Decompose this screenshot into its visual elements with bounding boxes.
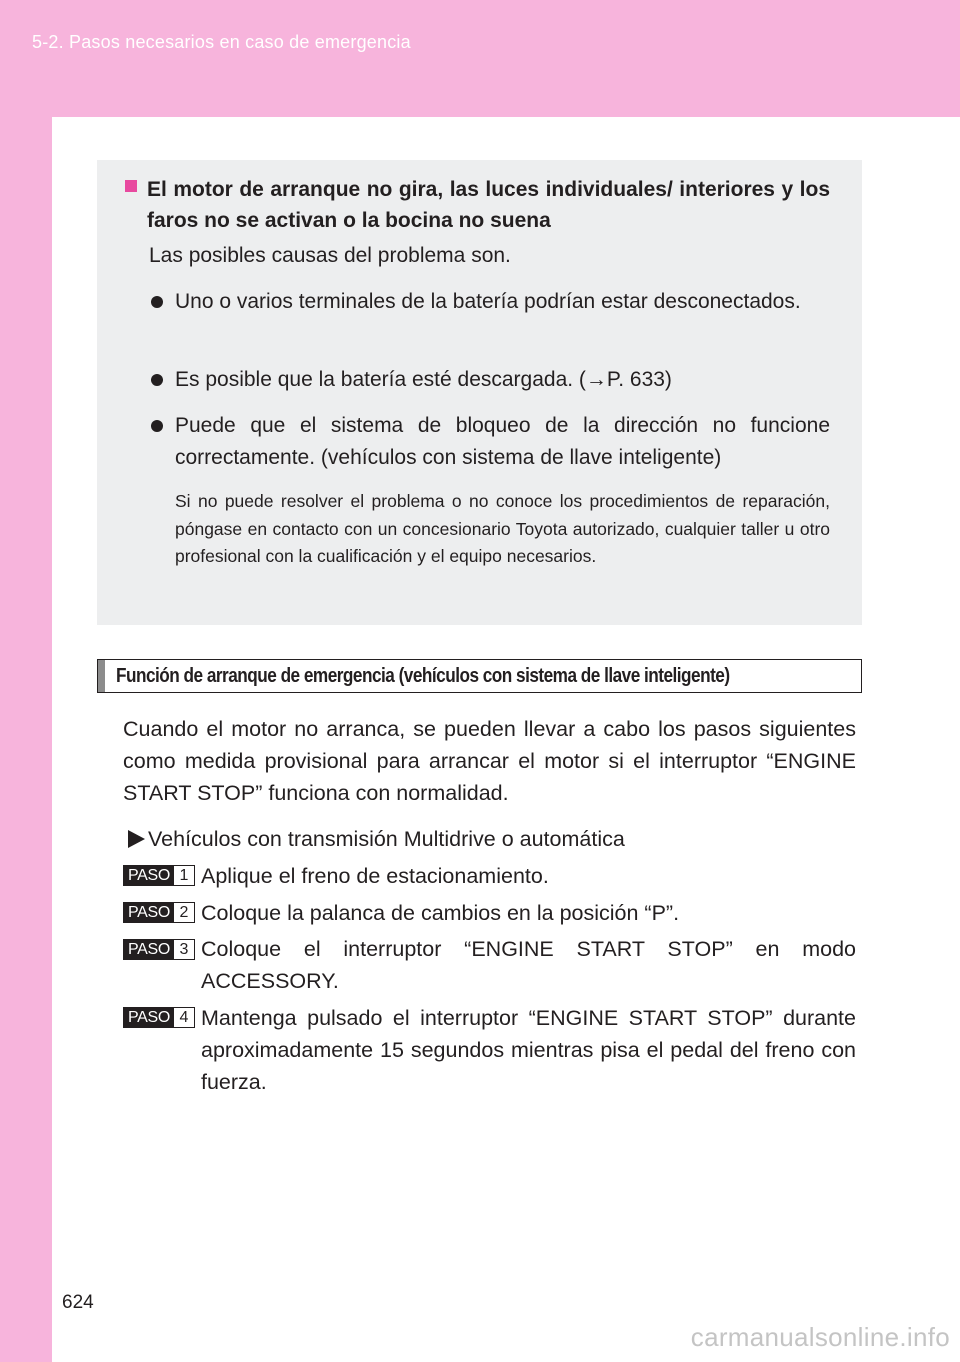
section-bar-accent: [98, 660, 105, 692]
triangle-right-icon: [128, 830, 145, 848]
step-badge: [123, 1007, 195, 1028]
step-text: Aplique el freno de estacionamiento.: [201, 864, 549, 888]
step-badge: [123, 939, 195, 960]
step-number: 2: [179, 904, 189, 921]
section-title: Función de arranque de emergencia (vehículos con sistema de llave inteligente): [116, 665, 730, 687]
bullet-dot-icon: [151, 374, 163, 386]
step-label: PASO: [124, 940, 174, 959]
info-box-note: Si no puede resolver el problema o no conoce los procedimientos de reparación, póngase en contacto con un concesionario Toyota autorizado, cualquier taller u otro profesional con la cualificación y el equipo necesarios.: [175, 491, 830, 566]
step-label: PASO: [124, 903, 174, 922]
step-badge: [123, 902, 195, 923]
info-box-heading: El motor de arranque no gira, las luces individuales/ interiores y los faros no se activan o la bocina no suena: [147, 178, 830, 232]
step-label: PASO: [124, 866, 174, 885]
step-number: 1: [179, 867, 189, 884]
bullet-item: Puede que el sistema de bloqueo de la dirección no funcione correctamente. (vehículos con sistema de llave inteligente): [175, 414, 830, 469]
bullet-dot-icon: [151, 296, 163, 308]
side-margin-band: [0, 117, 52, 1362]
step-text: Coloque el interruptor “ENGINE START STOP” en modo ACCESSORY.: [201, 937, 856, 993]
bullet-item: Es posible que la batería esté descargada. (→P. 633): [175, 368, 672, 391]
page-number: 624: [62, 1292, 94, 1313]
step-label: PASO: [124, 1008, 174, 1027]
step-text: Coloque la palanca de cambios en la posición “P”.: [201, 901, 680, 925]
header-band: [0, 0, 960, 117]
step-text: Mantenga pulsado el interruptor “ENGINE START STOP” durante aproximadamente 15 segundos mientras pisa el pedal del freno con fuerza.: [201, 1006, 856, 1094]
step-number: 3: [179, 941, 189, 958]
watermark: carmanualsonline.info: [690, 1322, 950, 1352]
bullet-dot-icon: [151, 420, 163, 432]
bullet-item: Uno o varios terminales de la batería podrían estar desconectados.: [175, 290, 801, 313]
square-bullet-icon: [125, 180, 137, 192]
info-box-intro: Las posibles causas del problema son.: [149, 244, 511, 267]
sub-heading: [128, 824, 625, 854]
section-paragraph: Cuando el motor no arranca, se pueden llevar a cabo los pasos siguientes como medida provisional para arrancar el motor si el interruptor “ENGINE START STOP” funciona con normalidad.: [123, 717, 856, 805]
step-number: 4: [179, 1009, 189, 1026]
section-heading-bar: [97, 659, 862, 693]
info-box: [97, 160, 862, 625]
sub-heading-text: Vehículos con transmisión Multidrive o automática: [148, 827, 625, 851]
step-badge: [123, 865, 195, 886]
running-header: 5-2. Pasos necesarios en caso de emergencia: [32, 32, 411, 52]
